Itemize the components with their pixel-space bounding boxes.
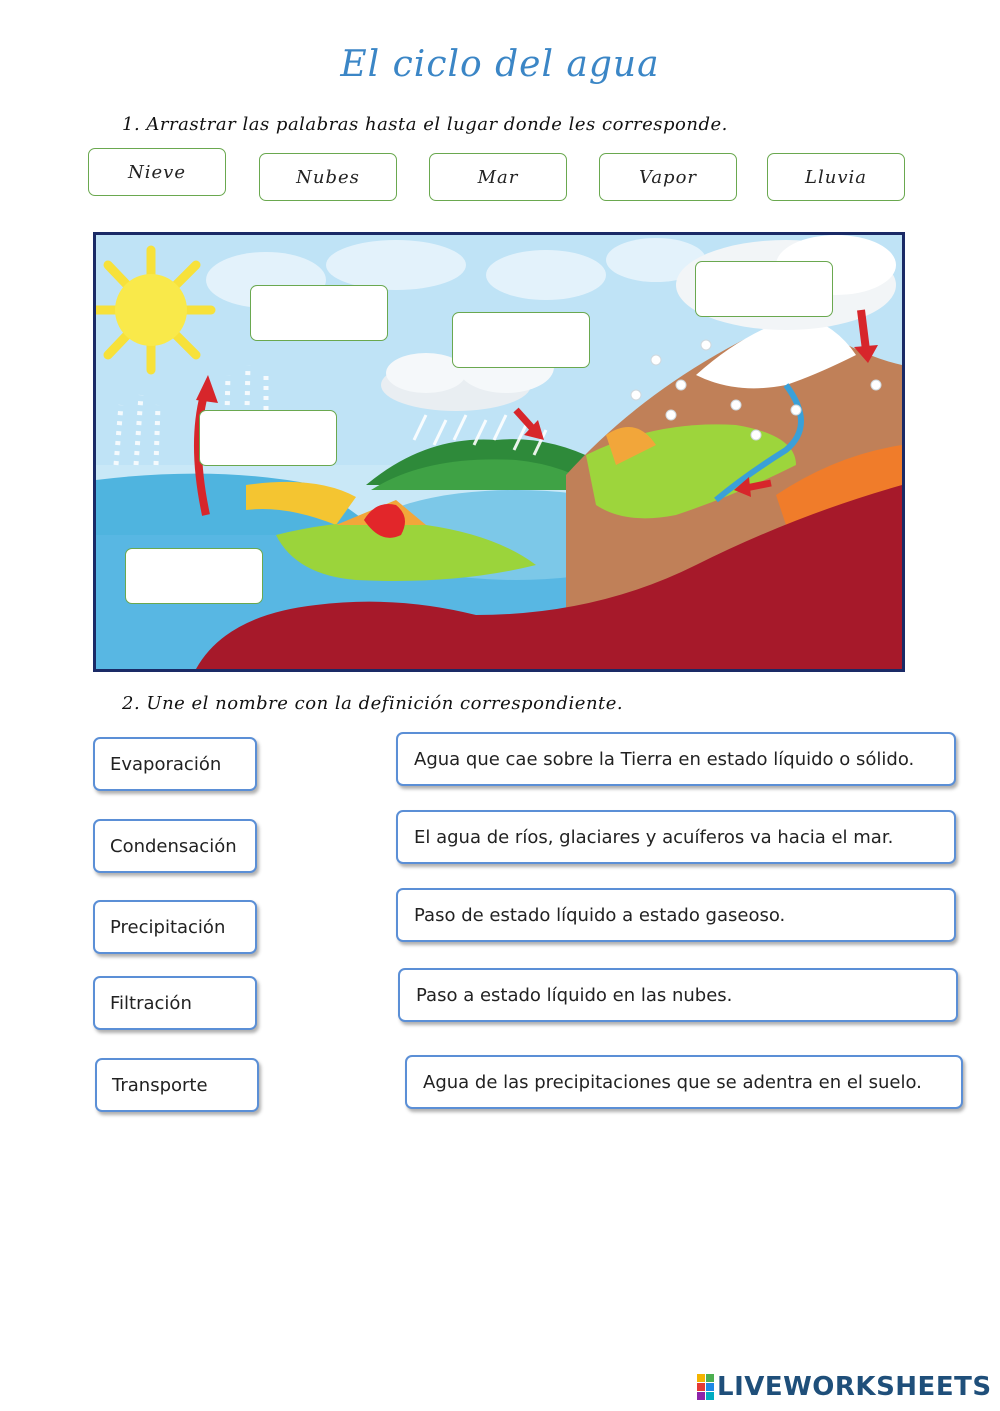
term-filtracion[interactable]: Filtración: [93, 976, 257, 1030]
definition-3[interactable]: Paso de estado líquido a estado gaseoso.: [396, 888, 956, 942]
definition-1[interactable]: Agua que cae sobre la Tierra en estado líquido o sólido.: [396, 732, 956, 786]
word-card-nubes[interactable]: Nubes: [259, 153, 397, 201]
word-card-nieve[interactable]: Nieve: [88, 148, 226, 196]
drop-zone-4[interactable]: [199, 410, 337, 466]
term-transporte[interactable]: Transporte: [95, 1058, 259, 1112]
drop-zone-3[interactable]: [695, 261, 833, 317]
term-precipitacion[interactable]: Precipitación: [93, 900, 257, 954]
instruction-2: 2. Une el nombre con la definición correspondiente.: [122, 693, 624, 714]
definition-5[interactable]: Agua de las precipitaciones que se adentra en el suelo.: [405, 1055, 963, 1109]
definition-2[interactable]: El agua de ríos, glaciares y acuíferos va hacia el mar.: [396, 810, 956, 864]
word-card-vapor[interactable]: Vapor: [599, 153, 737, 201]
logo-icon: [697, 1374, 714, 1400]
word-card-mar[interactable]: Mar: [429, 153, 567, 201]
definition-4[interactable]: Paso a estado líquido en las nubes.: [398, 968, 958, 1022]
page-title: El ciclo del agua: [340, 44, 660, 85]
logo-text: LIVEWORKSHEETS: [717, 1372, 992, 1402]
word-card-lluvia[interactable]: Lluvia: [767, 153, 905, 201]
liveworksheets-logo: [697, 1372, 992, 1402]
drop-zone-5[interactable]: [125, 548, 263, 604]
drop-zone-2[interactable]: [452, 312, 590, 368]
drop-zone-1[interactable]: [250, 285, 388, 341]
instruction-1: 1. Arrastrar las palabras hasta el lugar donde les corresponde.: [122, 114, 728, 135]
sun-icon: [96, 250, 211, 370]
term-condensacion[interactable]: Condensación: [93, 819, 257, 873]
term-evaporacion[interactable]: Evaporación: [93, 737, 257, 791]
